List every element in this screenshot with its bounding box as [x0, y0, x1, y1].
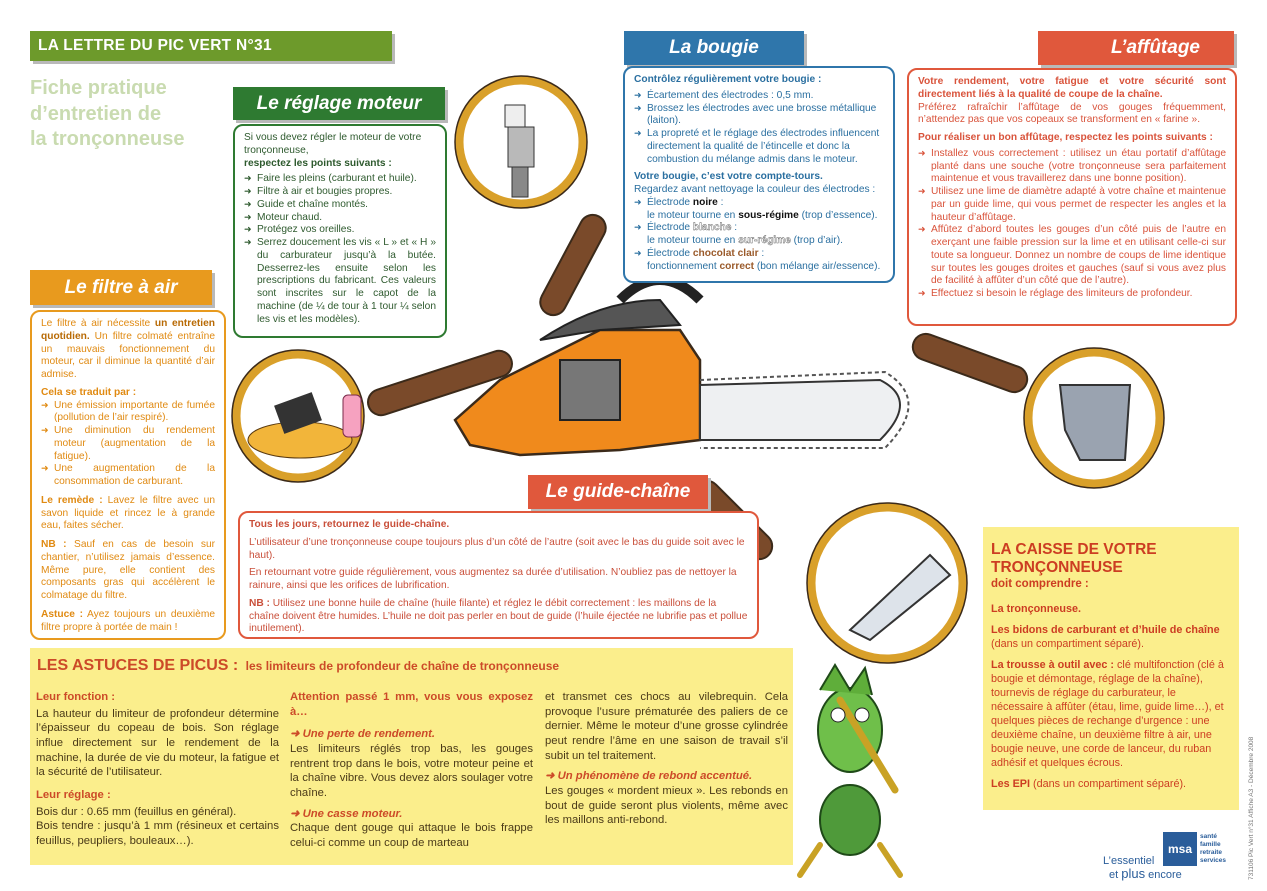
guide-box: Tous les jours, retournez le guide-chaîne. L’utilisateur d’une tronçonneuse coupe toujours plus d’un côté de l’autre (soit avec le bas du guide soit avec le haut). En retournant votre guide régulièrement, vous augmentez sa durée d’utilisation. N’oubliez pas de nettoyer la rainure, ainsi que les orifices de lubrification. NB : Utilisez une bonne huile de chaîne (huile filante) et réglez le débit correctement : les maillons de la chaîne doivent être humides. L’huile ne doit pas perler en bout de guide (l’huile éjectée ne lubrifie pas et pollue inutilement). [238, 511, 759, 639]
caisse-title: LA CAISSE DE VOTRE TRONÇONNEUSE [991, 541, 1157, 576]
caisse-item: Les EPI (dans un compartiment séparé). [991, 777, 1187, 790]
reglage-list [244, 173, 436, 326]
list-item: ➜ Installez vous correctement : utilisez un étau portatif d’affûtage planté dans une souche (votre tronçonneuse sera parfaitement maintenue et vous travaillerez dans une bonne position). [918, 148, 1226, 186]
filtre-banner [30, 270, 212, 305]
bougie-banner [624, 31, 804, 65]
newsletter-title-banner [30, 31, 392, 61]
picus-mascot [800, 665, 900, 875]
affutage-banner [1038, 31, 1234, 65]
list-item: ➜ Écartement des électrodes : 0,5 mm. [634, 90, 884, 103]
electrode-white: ➜ Électrode blanche : le moteur tourne en sur-régime (trop d’air). [634, 222, 884, 248]
caisse-item: La trousse à outil avec : clé multifonction (clé à bougie et démontage, réglage de la chaîne), tournevis de réglage du carburateur, le nécessaire à affûter (étau, lime, guide lime…), et quelques pièces de rechange d’urgence : une deuxième chaîne, un deuxième filtre à air, une bougie neuve, une corde de lanceur, du ruban adhésif et quelques écrous. [991, 658, 1224, 769]
list-item: ➜ Une diminution du rendement moteur (augmentation de la fatigue). [41, 425, 215, 463]
electrode-black: ➜ Électrode noire : le moteur tourne en sous-régime (trop d’essence). [634, 197, 884, 223]
msa-slogan: L’essentiel et plus encore [1103, 855, 1182, 882]
bougie-title: La bougie [669, 37, 759, 58]
bougie-box: Contrôlez régulièrement votre bougie : ➜ Écartement des électrodes : 0,5 mm. ➜ Brossez les électrodes avec une brosse métallique (laiton). ➜ La propreté et le réglage des électrodes influencent directement la qualité de l’étincelle et donc la combustion du mélange admis dans le moteur. Votre bougie, c’est votre compte-tours. Regardez avant nettoyage la couleur des électrodes : ➜ Électrode noire : le moteur tourne en sous-régime (trop d’essence). ➜ Électrode blanche : le moteur tourne en sur-régime (trop d’air). ➜ Électrode chocolat clair : fonctionnement correct (bon mélange air/essence). [623, 66, 895, 283]
filtre-box: Le filtre à air nécessite un entretien quotidien. Un filtre colmaté entraîne un mauvais fonctionnement du moteur, car il diminue la quantité d’air admise. Cela se traduit par : ➜ Une émission importante de fumée (pollution de l’air respiré). ➜ Une diminution du rendement moteur (augmentation de la fatigue). ➜ Une augmentation de la consommation de carburant. Le remède : Lavez le filtre avec un savon liquide et rincez le à grande eau, faites sécher. NB : Sauf en cas de besoin sur chantier, n’utilisez jamais d’essence. Même pure, elle contient des composants gras qui accélèrent le colmatage du filtre. Astuce : Ayez toujours un deuxième filtre propre à portée de main ! [30, 310, 226, 640]
page-subtitle: Fiche pratique d’entretien de la tronçonneuse [30, 77, 185, 151]
caisse-subtitle: doit comprendre : [991, 577, 1089, 590]
astuces-title: LES ASTUCES DE PICUS : [37, 657, 239, 674]
caisse-item: La tronçonneuse. [991, 602, 1081, 615]
guide-banner [528, 475, 708, 509]
astuces-col-3: et transmet ces chocs au vilebrequin. Cela provoque l’usure prématurée des paliers de ce dernier. Même le moteur d’une grosse cylindrée peut rendre l’âme en une saison de travail s’il subit un tel traitement. ➜ Un phénomène de rebond accentué. Les gouges « mordent mieux ». Les rebonds en bout de guide seront plus violents, même avec les maillons anti-rebond. [545, 691, 788, 827]
list-item: ➜ Filtre à air et bougies propres. [244, 186, 436, 199]
astuces-col-1: Leur fonction : La hauteur du limiteur de profondeur détermine l’épaisseur du copeau de bois. Son réglage influe directement sur le rendement de la machine, la durée de vie du moteur, la fatigue et la sécurité de l’utilisateur. Leur réglage : Bois dur : 0.65 mm (feuillus en général). Bois tendre : jusqu’à 1 mm (résineux et certains feuillus, peupliers, bouleaux…). [36, 691, 279, 848]
msa-logo: msa santé famille retraite services [1163, 832, 1226, 866]
list-item: ➜ Serrez doucement les vis « L » et « H » du carburateur jusqu’à la butée. Desserrez-les ensuite selon les prescriptions du fabricant. Ces valeurs sont inscrites sur le capot de la machine (de ¼ de tour à 1 tour ¼ selon les vis et les modèles). [244, 237, 436, 326]
guide-title: Le guide-chaîne [545, 481, 691, 502]
list-item: ➜ Brossez les électrodes avec une brosse métallique (laiton). [634, 103, 884, 129]
list-item: ➜ Une augmentation de la consommation de carburant. [41, 463, 215, 489]
list-item: ➜ Faire les pleins (carburant et huile). [244, 173, 436, 186]
list-item: ➜ Protégez vos oreilles. [244, 224, 436, 237]
list-item: ➜ Effectuez si besoin le réglage des limiteurs de profondeur. [918, 288, 1226, 301]
msa-logo-mark: msa [1163, 832, 1197, 866]
print-reference: 731106 Pic Vert n°31 Affiche A3 - Décembre 2008 [1248, 736, 1255, 880]
reglage-banner [233, 87, 445, 120]
filtre-title: Le filtre à air [64, 276, 178, 298]
list-item: ➜ La propreté et le réglage des électrodes influencent directement la qualité de l’étincelle et donc la combustion du mélange admis dans le moteur. [634, 128, 884, 166]
list-item: ➜ Utilisez une lime de diamètre adapté à votre chaîne et maintenue par un guide lime, qui vous permet de respecter les angles et la hauteur d’affûtage. [918, 186, 1226, 224]
list-item: ➜ Moteur chaud. [244, 212, 436, 225]
caisse-panel [983, 527, 1239, 810]
electrode-brown: ➜ Électrode chocolat clair : fonctionnement correct (bon mélange air/essence). [634, 248, 884, 274]
affutage-title: L’affûtage [1110, 37, 1200, 58]
list-item: ➜ Guide et chaîne montés. [244, 199, 436, 212]
astuces-col-2: Attention passé 1 mm, vous vous exposez à… ➜ Une perte de rendement. Les limiteurs réglés trop bas, les gouges rentrent trop dans le bois, votre moteur peine et la chaîne vibre. Vous devez alors soulager votre chaîne. ➜ Une casse moteur. Chaque dent gouge qui attaque le bois frappe celui-ci comme un coup de marteau [290, 691, 533, 850]
affutage-box: Votre rendement, votre fatigue et votre sécurité sont directement liés à la qualité de coupe de la chaîne. Préférez rafraîchir l’affûtage de vos gouges fréquemment, n’attendez pas que vos copeaux se transforment en « farine ». Pour réaliser un bon affûtage, respectez les points suivants : ➜ Installez vous correctement : utilisez un étau portatif d’affûtage planté dans une souche (votre tronçonneuse sera parfaitement maintenue et vous travaillerez dans une bonne position). ➜ Utilisez une lime de diamètre adapté à votre chaîne et maintenue par un guide lime, qui vous permet de respecter les angles et la hauteur d’affûtage. ➜ Affûtez d’abord toutes les gouges d’un côté puis de l’autre en exerçant une faible pression sur la lime et en utilisant celle-ci sur toute sa longueur. Donnez un nombre de coups de lime identique sur toutes les gouges droites et gauches (sauf si vous avez plus de facilité à affûter d’un côté que de l’autre). ➜ Effectuez si besoin le réglage des limiteurs de profondeur. [907, 68, 1237, 326]
list-item: ➜ Une émission importante de fumée (pollution de l’air respiré). [41, 400, 215, 426]
reglage-box: Si vous devez régler le moteur de votre tronçonneuse, respectez les points suivants : ➜ Faire les pleins (carburant et huile). ➜ Filtre à air et bougies propres. ➜ Guide et chaîne montés. ➜ Moteur chaud. ➜ Protégez vos oreilles. ➜ Serrez doucement les vis « L » et « H » du carburateur jusqu’à la butée. Desserrez-les ensuite selon les prescriptions du fabricant. Ces valeurs sont inscrites sur le capot de la machine (de ¼ de tour à 1 tour ¼ selon les vis et les modèles). [233, 124, 447, 338]
astuces-heading [37, 657, 559, 675]
reglage-title: Le réglage moteur [256, 92, 422, 114]
list-item: ➜ Affûtez d’abord toutes les gouges d’un côté puis de l’autre en exerçant une faible pression sur la lime et en utilisant celle-ci sur toute sa longueur. Donnez un nombre de coups de lime identique sur toutes les gouges droites et gauches (sauf si vous avez plus de facilité à affûter d’un côté que de l’autre). [918, 224, 1226, 288]
newsletter-title: LA LETTRE DU PIC VERT N°31 [38, 37, 272, 54]
astuces-subtitle: les limiteurs de profondeur de chaîne de tronçonneuse [245, 659, 560, 673]
caisse-item: Les bidons de carburant et d’huile de chaîne (dans un compartiment séparé). [991, 623, 1220, 650]
